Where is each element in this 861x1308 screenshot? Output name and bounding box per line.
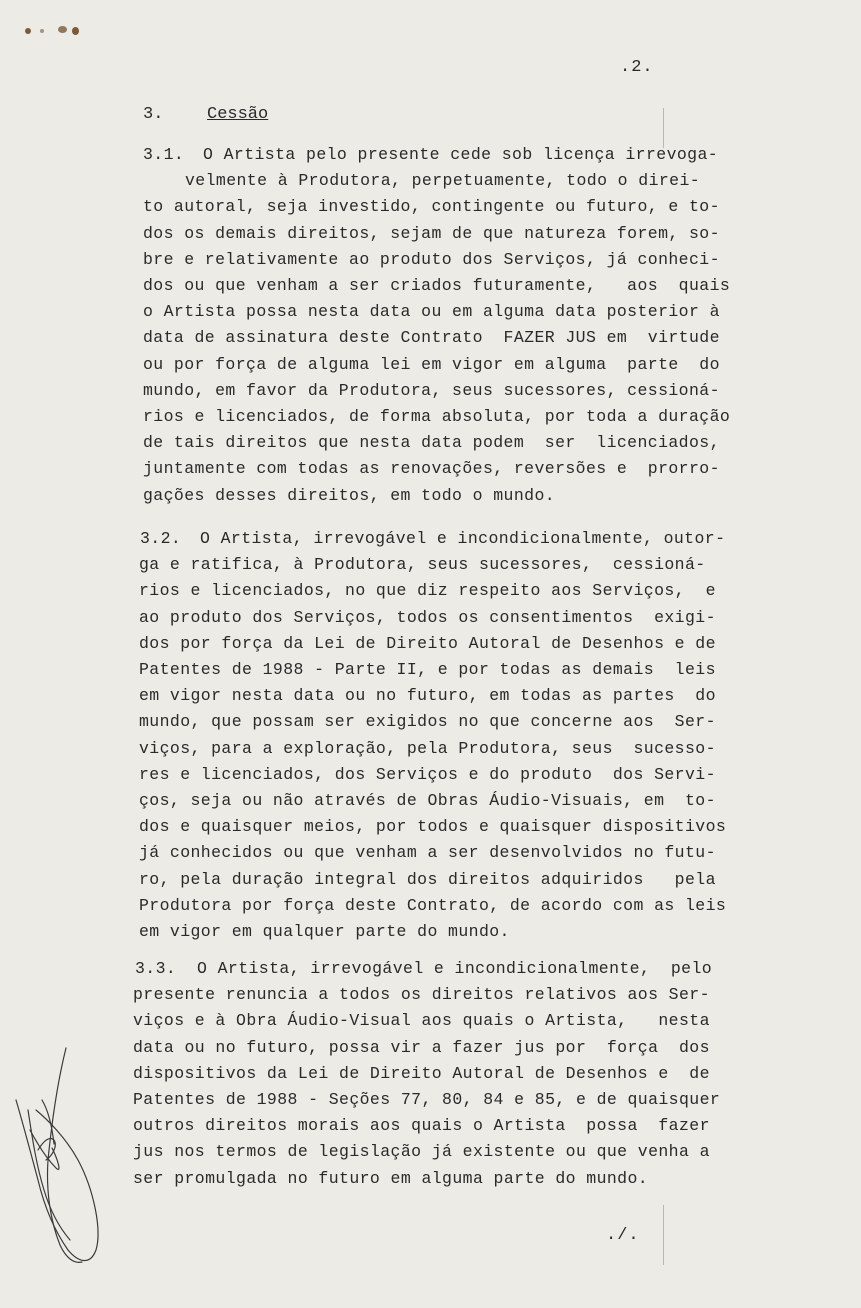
clause-line: o Artista possa nesta data ou em alguma data posterior à bbox=[143, 302, 720, 322]
ink-stain bbox=[25, 28, 31, 34]
clause-line: em vigor em qualquer parte do mundo. bbox=[139, 922, 510, 941]
clause-line: to autoral, seja investido, contingente ou futuro, e to- bbox=[143, 197, 720, 217]
clause-line: de tais direitos que nesta data podem ser licenciados, bbox=[143, 433, 720, 453]
clause-number: 3.2. bbox=[140, 529, 182, 548]
clause-line: O Artista pelo presente cede sob licença irrevoga- bbox=[203, 145, 719, 164]
clause-number: 3.1. bbox=[143, 145, 185, 164]
clause-line: data ou no futuro, possa vir a fazer jus por força dos bbox=[133, 1037, 710, 1057]
clause-line: gações desses direitos, em todo o mundo. bbox=[143, 485, 556, 505]
clause-line: ro, pela duração integral dos direitos adquiridos pela bbox=[139, 869, 716, 889]
clause-line: Patentes de 1988 - Parte II, e por todas as demais leis bbox=[139, 660, 716, 679]
clause-line: ao produto dos Serviços, todos os consentimentos exigi- bbox=[139, 607, 716, 627]
clause-line: O Artista, irrevogável e incondicionalmente, outor- bbox=[200, 529, 726, 548]
end-mark: ./. bbox=[606, 1226, 640, 1245]
clause-line: jus nos termos de legislação já existente ou que venha a bbox=[133, 1142, 710, 1162]
clause-line: res e licenciados, dos Serviços e do produto dos Servi- bbox=[139, 764, 716, 784]
clause-line: rios e licenciados, de forma absoluta, por toda a duração bbox=[143, 407, 731, 426]
clause-line: dos por força da Lei de Direito Autoral de Desenhos e de bbox=[139, 633, 716, 653]
clause-number: 3.3. bbox=[135, 959, 177, 978]
clause-line: O Artista, irrevogável e incondicionalmente, pelo bbox=[197, 959, 713, 978]
clause-line: mundo, em favor da Produtora, seus sucessores, cessioná- bbox=[143, 380, 720, 400]
clause-line: já conhecidos ou que venham a ser desenvolvidos no futu- bbox=[139, 843, 716, 863]
clause-line: dos ou que venham a ser criados futuramente, aos quais bbox=[143, 276, 731, 295]
clause-line: dos e quaisquer meios, por todos e quaisquer dispositivos bbox=[139, 817, 727, 837]
clause-line: ser promulgada no futuro em alguma parte do mundo. bbox=[133, 1168, 649, 1188]
clause-line: mundo, que possam ser exigidos no que concerne aos Ser- bbox=[139, 712, 716, 732]
ink-stain bbox=[58, 26, 67, 33]
section-heading bbox=[143, 105, 268, 124]
clause-line: Produtora por força deste Contrato, de acordo com as leis bbox=[139, 895, 727, 915]
clause-line: em vigor nesta data ou no futuro, em todas as partes do bbox=[139, 686, 716, 706]
clause-line: dos os demais direitos, sejam de que natureza forem, so- bbox=[143, 223, 720, 243]
clause-line: juntamente com todas as renovações, reversões e prorro- bbox=[143, 459, 720, 479]
clause-line: Patentes de 1988 - Seções 77, 80, 84 e 85, e de quaisquer bbox=[133, 1090, 721, 1109]
clause-line: data de assinatura deste Contrato FAZER JUS em virtude bbox=[143, 328, 720, 348]
section-title: Cessão bbox=[207, 105, 269, 124]
clause-line: outros direitos morais aos quais o Artista possa fazer bbox=[133, 1116, 710, 1136]
clause-line: presente renuncia a todos os direitos relativos aos Ser- bbox=[133, 985, 710, 1005]
page-number: .2. bbox=[620, 58, 654, 77]
clause-line: viços e à Obra Áudio-Visual aos quais o Artista, nesta bbox=[133, 1011, 710, 1031]
clause-line: ou por força de alguma lei em vigor em alguma parte do bbox=[143, 354, 720, 374]
clause-line: rios e licenciados, no que diz respeito aos Serviços, e bbox=[139, 581, 716, 601]
section-number: 3. bbox=[143, 105, 164, 124]
handwritten-signature bbox=[8, 1040, 108, 1270]
ink-stain bbox=[40, 29, 44, 33]
clause-line: viços, para a exploração, pela Produtora, seus sucesso- bbox=[139, 738, 716, 758]
clause-line: dispositivos da Lei de Direito Autoral de Desenhos e de bbox=[133, 1063, 710, 1083]
clause-line: bre e relativamente ao produto dos Serviços, já conheci- bbox=[143, 249, 720, 269]
clause-line: ços, seja ou não através de Obras Áudio-Visuais, em to- bbox=[139, 791, 716, 810]
ink-stain bbox=[72, 27, 79, 35]
clause-line: velmente à Produtora, perpetuamente, todo o direi- bbox=[185, 171, 701, 191]
clause-line: ga e ratifica, à Produtora, seus sucessores, cessioná- bbox=[139, 555, 706, 575]
margin-line bbox=[663, 1205, 664, 1265]
